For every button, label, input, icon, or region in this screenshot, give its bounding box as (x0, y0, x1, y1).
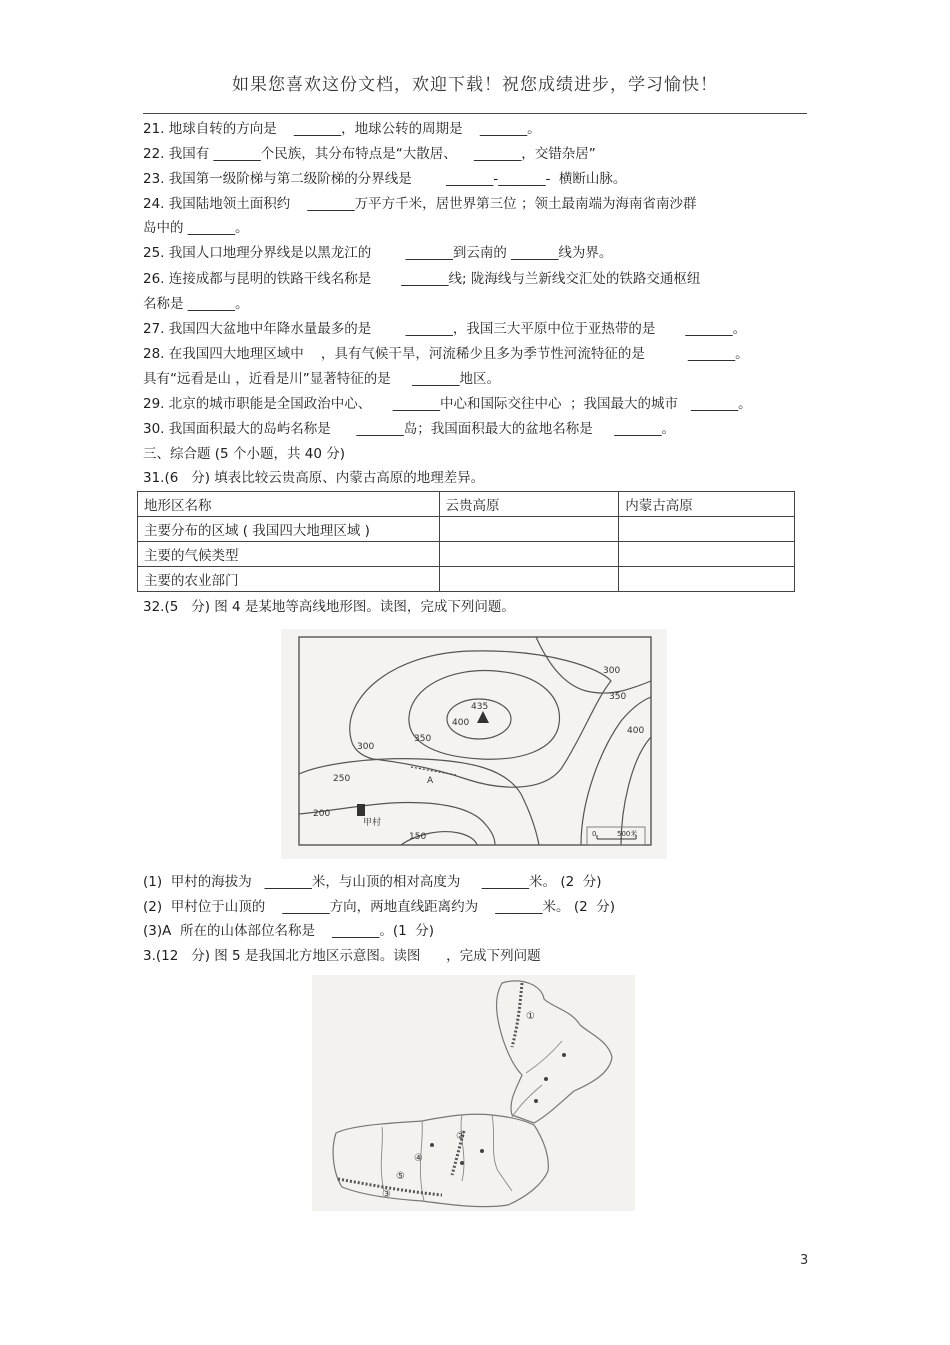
mountain-range-1 (512, 983, 522, 1047)
question-27: 27. 我国四大盆地中年降水量最多的是 _______，我国三大平原中位于亚热带的是 _______。 (143, 321, 747, 337)
page-header-banner: 如果您喜欢这份文档，欢迎下载！祝您成绩进步，学习愉快！ (232, 75, 718, 95)
region-north-china (333, 1114, 548, 1206)
question-25: 25. 我国人口地理分界线是以黑龙江的 _______到云南的 _______线为界。 (143, 245, 613, 261)
label-150: 150 (409, 832, 427, 842)
table-header-cell: 云贵高原 (439, 492, 619, 517)
contour-right-400 (621, 737, 651, 845)
table-header-cell: 地形区名称 (138, 492, 440, 517)
label-right-350: 350 (609, 692, 627, 702)
question-26-cont: 名称是 _______。 (143, 296, 249, 312)
label-right-300: 300 (603, 666, 621, 676)
contour-right-300 (536, 637, 651, 693)
answer-cell[interactable] (439, 517, 619, 542)
question-30: 30. 我国面积最大的岛屿名称是 _______岛；我国面积最大的盆地名称是 _______。 (143, 421, 675, 437)
table-row (138, 517, 795, 542)
city-dot (430, 1143, 434, 1147)
contour-right-350 (581, 697, 651, 845)
question-21: 21. 地球自转的方向是 _______，地球公转的周期是 _______。 (143, 121, 541, 137)
question-31-intro: 31.(6 分) 填表比较云贵高原、内蒙古高原的地理差异。 (143, 470, 485, 486)
answer-cell[interactable] (619, 542, 795, 567)
question-26: 26. 连接成都与昆明的铁路干线名称是 _______线; 陇海线与兰新线交汇处的铁路交通枢纽 (143, 271, 701, 287)
label-300: 300 (357, 742, 375, 752)
label-right-400: 400 (627, 726, 645, 736)
table-header-cell: 内蒙古高原 (619, 492, 795, 517)
table-row-label: 主要分布的区域 ( 我国四大地理区域 ) (138, 517, 440, 542)
answer-cell[interactable] (619, 567, 795, 592)
table-row (138, 567, 795, 592)
question-28-cont: 具有“远看是山 ，近看是川”显著特征的是 _______地区。 (143, 371, 500, 387)
question-32-intro: 32.(5 分) 图 4 是某地等高线地形图。读图，完成下列问题。 (143, 599, 515, 615)
section-3-heading: 三、综合题 (5 个小题，共 40 分) (143, 446, 345, 462)
contour-map-figure (281, 629, 667, 859)
answer-cell[interactable] (439, 567, 619, 592)
label-250: 250 (333, 774, 351, 784)
table-row (138, 542, 795, 567)
city-dot (562, 1053, 566, 1057)
north-china-map-svg (312, 975, 635, 1211)
marker-4: ④ (414, 1153, 423, 1164)
header-divider (143, 113, 807, 114)
label-400: 400 (452, 718, 470, 728)
question-24-cont: 岛中的 _______。 (143, 220, 249, 236)
question-23: 23. 我国第一级阶梯与第二级阶梯的分界线是 _______-_______- 横断山脉。 (143, 171, 627, 187)
marker-1: ① (526, 1011, 535, 1022)
question-24: 24. 我国陆地领土面积约 _______万平方千米，居世界第三位 ；领土最南端为海南省南沙群 (143, 196, 697, 212)
city-dot (534, 1099, 538, 1103)
label-350: 350 (414, 734, 432, 744)
peak-triangle-icon (477, 711, 489, 723)
label-peak: 435 (471, 702, 489, 712)
province-borders (381, 1041, 562, 1201)
region-northeast (497, 981, 613, 1123)
label-village: 甲村 (363, 818, 382, 828)
label-point-a: A (427, 776, 434, 786)
question-29: 29. 北京的城市职能是全国政治中心、 _______中心和国际交往中心 ；我国最大的城市 _______。 (143, 396, 752, 412)
city-dot (480, 1149, 484, 1153)
marker-3: ③ (382, 1189, 391, 1200)
answer-cell[interactable] (619, 517, 795, 542)
comparison-table (137, 491, 795, 592)
north-china-map-figure (312, 975, 635, 1211)
question-32-part3: (3)A 所在的山体部位名称是 _______。(1 分) (143, 923, 435, 939)
question-32-part2: (2) 甲村位于山顶的 _______方向，两地直线距离约为 _______米。 (2 分) (143, 899, 616, 915)
question-32-part1: (1) 甲村的海拔为 _______米，与山顶的相对高度为 _______米。 (2 分) (143, 874, 602, 890)
village-marker-icon (357, 804, 365, 816)
question-33-intro: 3.(12 分) 图 5 是我国北方地区示意图。读图 ，完成下列问题 (143, 948, 541, 964)
question-28: 28. 在我国四大地理区域中 ，具有气候干旱，河流稀少且多为季节性河流特征的是 _______。 (143, 346, 749, 362)
marker-2: ② (456, 1131, 465, 1142)
city-dot (544, 1077, 548, 1081)
label-200: 200 (313, 809, 331, 819)
city-dot (460, 1161, 464, 1165)
page-number: 3 (800, 1253, 809, 1268)
label-scale-length: 500米 (617, 830, 638, 838)
contour-map-svg (281, 629, 667, 859)
table-row-label: 主要的农业部门 (138, 567, 440, 592)
marker-5: ⑤ (396, 1171, 405, 1182)
answer-cell[interactable] (439, 542, 619, 567)
table-row-label: 主要的气候类型 (138, 542, 440, 567)
label-scale-zero: 0 (592, 830, 597, 838)
table-header-row (138, 492, 795, 517)
question-22: 22. 我国有 _______个民族，其分布特点是“大散居、 _______，交错杂居” (143, 146, 596, 162)
